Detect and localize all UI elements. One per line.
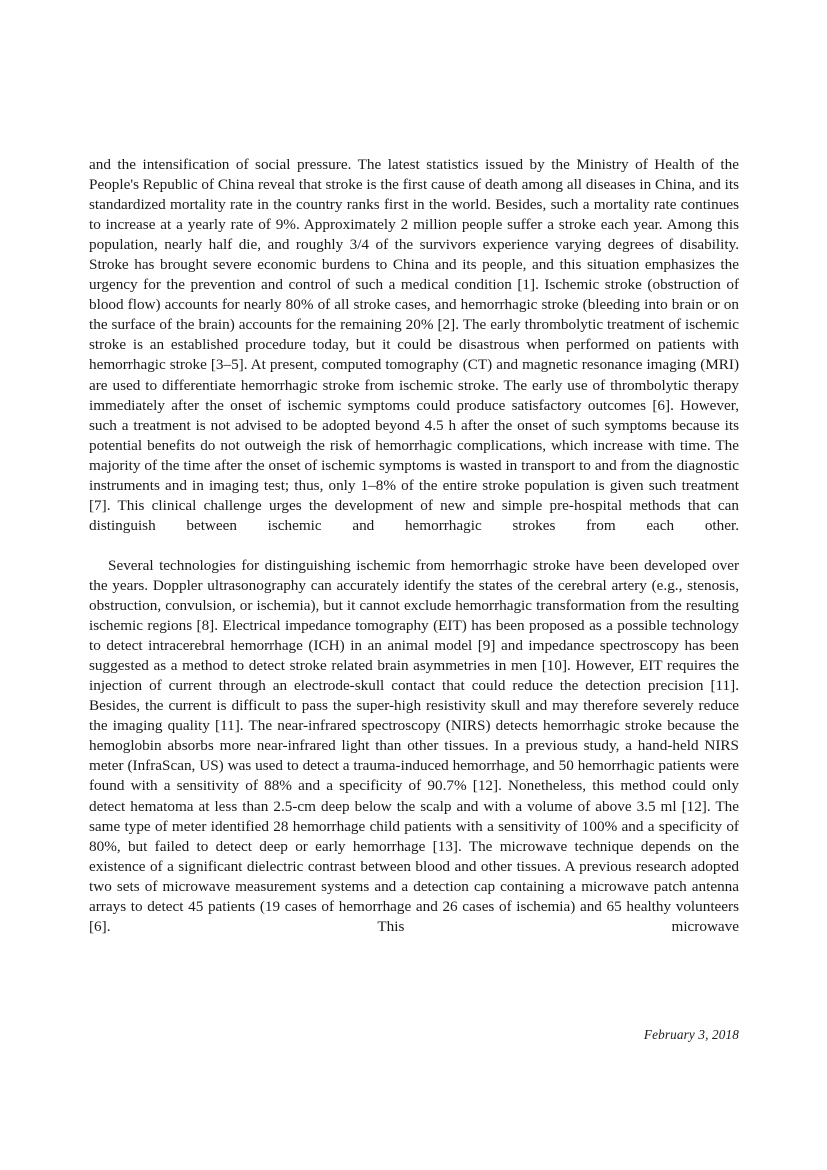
paragraph-detection-technologies: Several technologies for distinguishing ischemic from hemorrhagic stroke have been developed over the years. Doppler ultrasonography can accurately identify the states of the cerebral artery (e.g., stenosis, obstruction, convulsion, or ischemia), but it cannot exclude hemorrhagic transformation from the resulting ischemic regions [8]. Electrical impedance tomography (EIT) has been proposed as a possible technology to detect intracerebral hemorrhage (ICH) in an animal model [9] and impedance spectroscopy has been suggested as a method to detect stroke related brain asymmetries in men [10]. However, EIT requires the injection of current through an electrode-skull contact that could reduce the detection precision [11]. Besides, the current is difficult to pass the super-high resistivity skull and may therefore severely reduce the imaging quality [11]. The near-infrared spectroscopy (NIRS) detects hemorrhagic stroke because the hemoglobin absorbs more near-infrared light than other tissues. In a previous study, a hand-held NIRS meter (InfraScan, US) was used to detect a trauma-induced hemorrhage, and 50 hemorrhagic patients were found with a sensitivity of 88% and a specificity of 90.7% [12]. Nonetheless, this method could only detect hematoma at less than 2.5-cm deep below the scalp and with a volume of above 3.5 ml [12]. The same type of meter identified 28 hemorrhage child patients with a sensitivity of 100% and a specificity of 80%, but failed to detect deep or early hemorrhage [13]. The microwave technique depends on the existence of a significant dielectric contrast between blood and other tissues. A previous research adopted two sets of microwave measurement systems and a detection cap containing a microwave patch antenna arrays to detect 45 patients (19 cases of hemorrhage and 26 cases of ischemia) and 65 healthy volunteers [6]. This microwave <box>89 556 739 935</box>
footer-date: February 3, 2018 <box>643 1027 739 1042</box>
paragraph-stroke-statistics: and the intensification of social pressure. The latest statistics issued by the Ministry of Health of the People's Republic of China reveal that stroke is the first cause of death among all diseases in China, and its standardized mortality rate in the country ranks first in the world. Besides, such a mortality rate continues to increase at a yearly rate of 9%. Approximately 2 million people suffer a stroke each year. Among this population, nearly half die, and roughly 3/4 of the survivors experience varying degrees of disability. Stroke has brought severe economic burdens to China and its people, and this situation emphasizes the urgency for the prevention and control of such a medical condition [1]. Ischemic stroke (obstruction of blood flow) accounts for nearly 80% of all stroke cases, and hemorrhagic stroke (bleeding into brain or on the surface of the brain) accounts for the remaining 20% [2]. The early thrombolytic treatment of ischemic stroke is an established procedure today, but it could be disastrous when performed on patients with hemorrhagic stroke [3–5]. At present, computed tomography (CT) and magnetic resonance imaging (MRI) are used to differentiate hemorrhagic stroke from ischemic stroke. The early use of thrombolytic therapy immediately after the onset of ischemic symptoms could produce satisfactory outcomes [6]. However, such a treatment is not advised to be adopted beyond 4.5 h after the onset of such symptoms because its potential benefits do not outweigh the risk of hemorrhagic complications, which increase with time. The majority of the time after the onset of ischemic symptoms is wasted in transport to and from the diagnostic instruments and in imaging test; thus, only 1–8% of the entire stroke population is given such treatment [7]. This clinical challenge urges the development of new and simple pre-hospital methods that can distinguish between ischemic and hemorrhagic strokes from each other. <box>89 156 739 534</box>
body-text-column <box>89 155 739 957</box>
page-footer <box>89 1026 739 1044</box>
